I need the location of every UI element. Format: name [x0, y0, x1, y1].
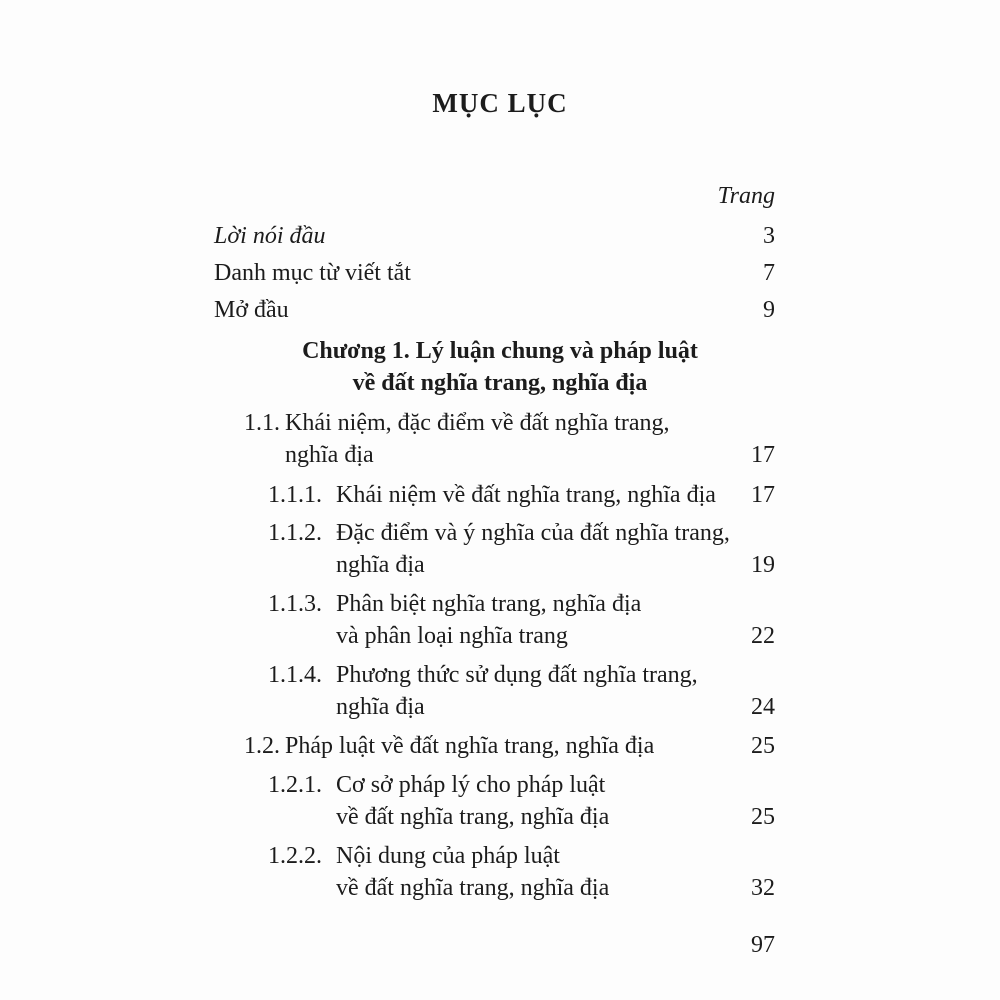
toc-subsection-number: 1.2.1.: [268, 772, 322, 798]
toc-subsection-title-cont: về đất nghĩa trang, nghĩa địa: [336, 875, 610, 901]
toc-subsection-title-cont: nghĩa địa: [336, 694, 425, 720]
toc-subsection-title-cont: và phân loại nghĩa trang: [336, 623, 568, 649]
toc-section-page: 17: [751, 442, 775, 468]
toc-page-introduction: 9: [763, 297, 775, 323]
toc-section-title: Khái niệm, đặc điểm về đất nghĩa trang,: [285, 410, 670, 436]
toc-subsection-title: Cơ sở pháp lý cho pháp luật: [336, 772, 606, 798]
toc-subsection-number: 1.1.4.: [268, 662, 322, 688]
toc-subsection-title: Nội dung của pháp luật: [336, 843, 560, 869]
toc-subsection-page: 19: [751, 552, 775, 578]
toc-subsection-title-cont: nghĩa địa: [336, 552, 425, 578]
toc-section-number: 1.2.: [244, 733, 280, 759]
toc-subsection-title: Phân biệt nghĩa trang, nghĩa địa: [336, 591, 642, 617]
toc-section-title: Pháp luật về đất nghĩa trang, nghĩa địa: [285, 733, 655, 759]
toc-entry-abbreviations: Danh mục từ viết tắt: [214, 260, 411, 286]
toc-subsection-title: Đặc điểm và ý nghĩa của đất nghĩa trang,: [336, 520, 730, 546]
toc-subsection-page: 17: [751, 482, 775, 508]
toc-section-page: 25: [751, 733, 775, 759]
page-number: 97: [751, 932, 775, 958]
toc-subsection-title: Phương thức sử dụng đất nghĩa trang,: [336, 662, 698, 688]
toc-subsection-number: 1.2.2.: [268, 843, 322, 869]
toc-section-number: 1.1.: [244, 410, 280, 436]
toc-subsection-page: 24: [751, 694, 775, 720]
toc-subsection-number: 1.1.3.: [268, 591, 322, 617]
toc-subsection-page: 22: [751, 623, 775, 649]
toc-subsection-number: 1.1.2.: [268, 520, 322, 546]
page-column-header: Trang: [717, 183, 775, 209]
toc-page-abbreviations: 7: [763, 260, 775, 286]
toc-entry-introduction: Mở đầu: [214, 297, 289, 323]
toc-entry-preface: Lời nói đầu: [214, 223, 326, 249]
toc-subsection-page: 25: [751, 804, 775, 830]
page-title: MỤC LỤC: [432, 88, 568, 118]
toc-subsection-number: 1.1.1.: [268, 482, 322, 508]
toc-subsection-page: 32: [751, 875, 775, 901]
toc-page-preface: 3: [763, 223, 775, 249]
toc-section-title-cont: nghĩa địa: [285, 442, 374, 468]
toc-subsection-title-cont: về đất nghĩa trang, nghĩa địa: [336, 804, 610, 830]
chapter-heading-line-1: Chương 1. Lý luận chung và pháp luật: [302, 338, 698, 364]
chapter-heading-line-2: về đất nghĩa trang, nghĩa địa: [352, 370, 648, 396]
toc-subsection-title: Khái niệm về đất nghĩa trang, nghĩa địa: [336, 482, 716, 508]
